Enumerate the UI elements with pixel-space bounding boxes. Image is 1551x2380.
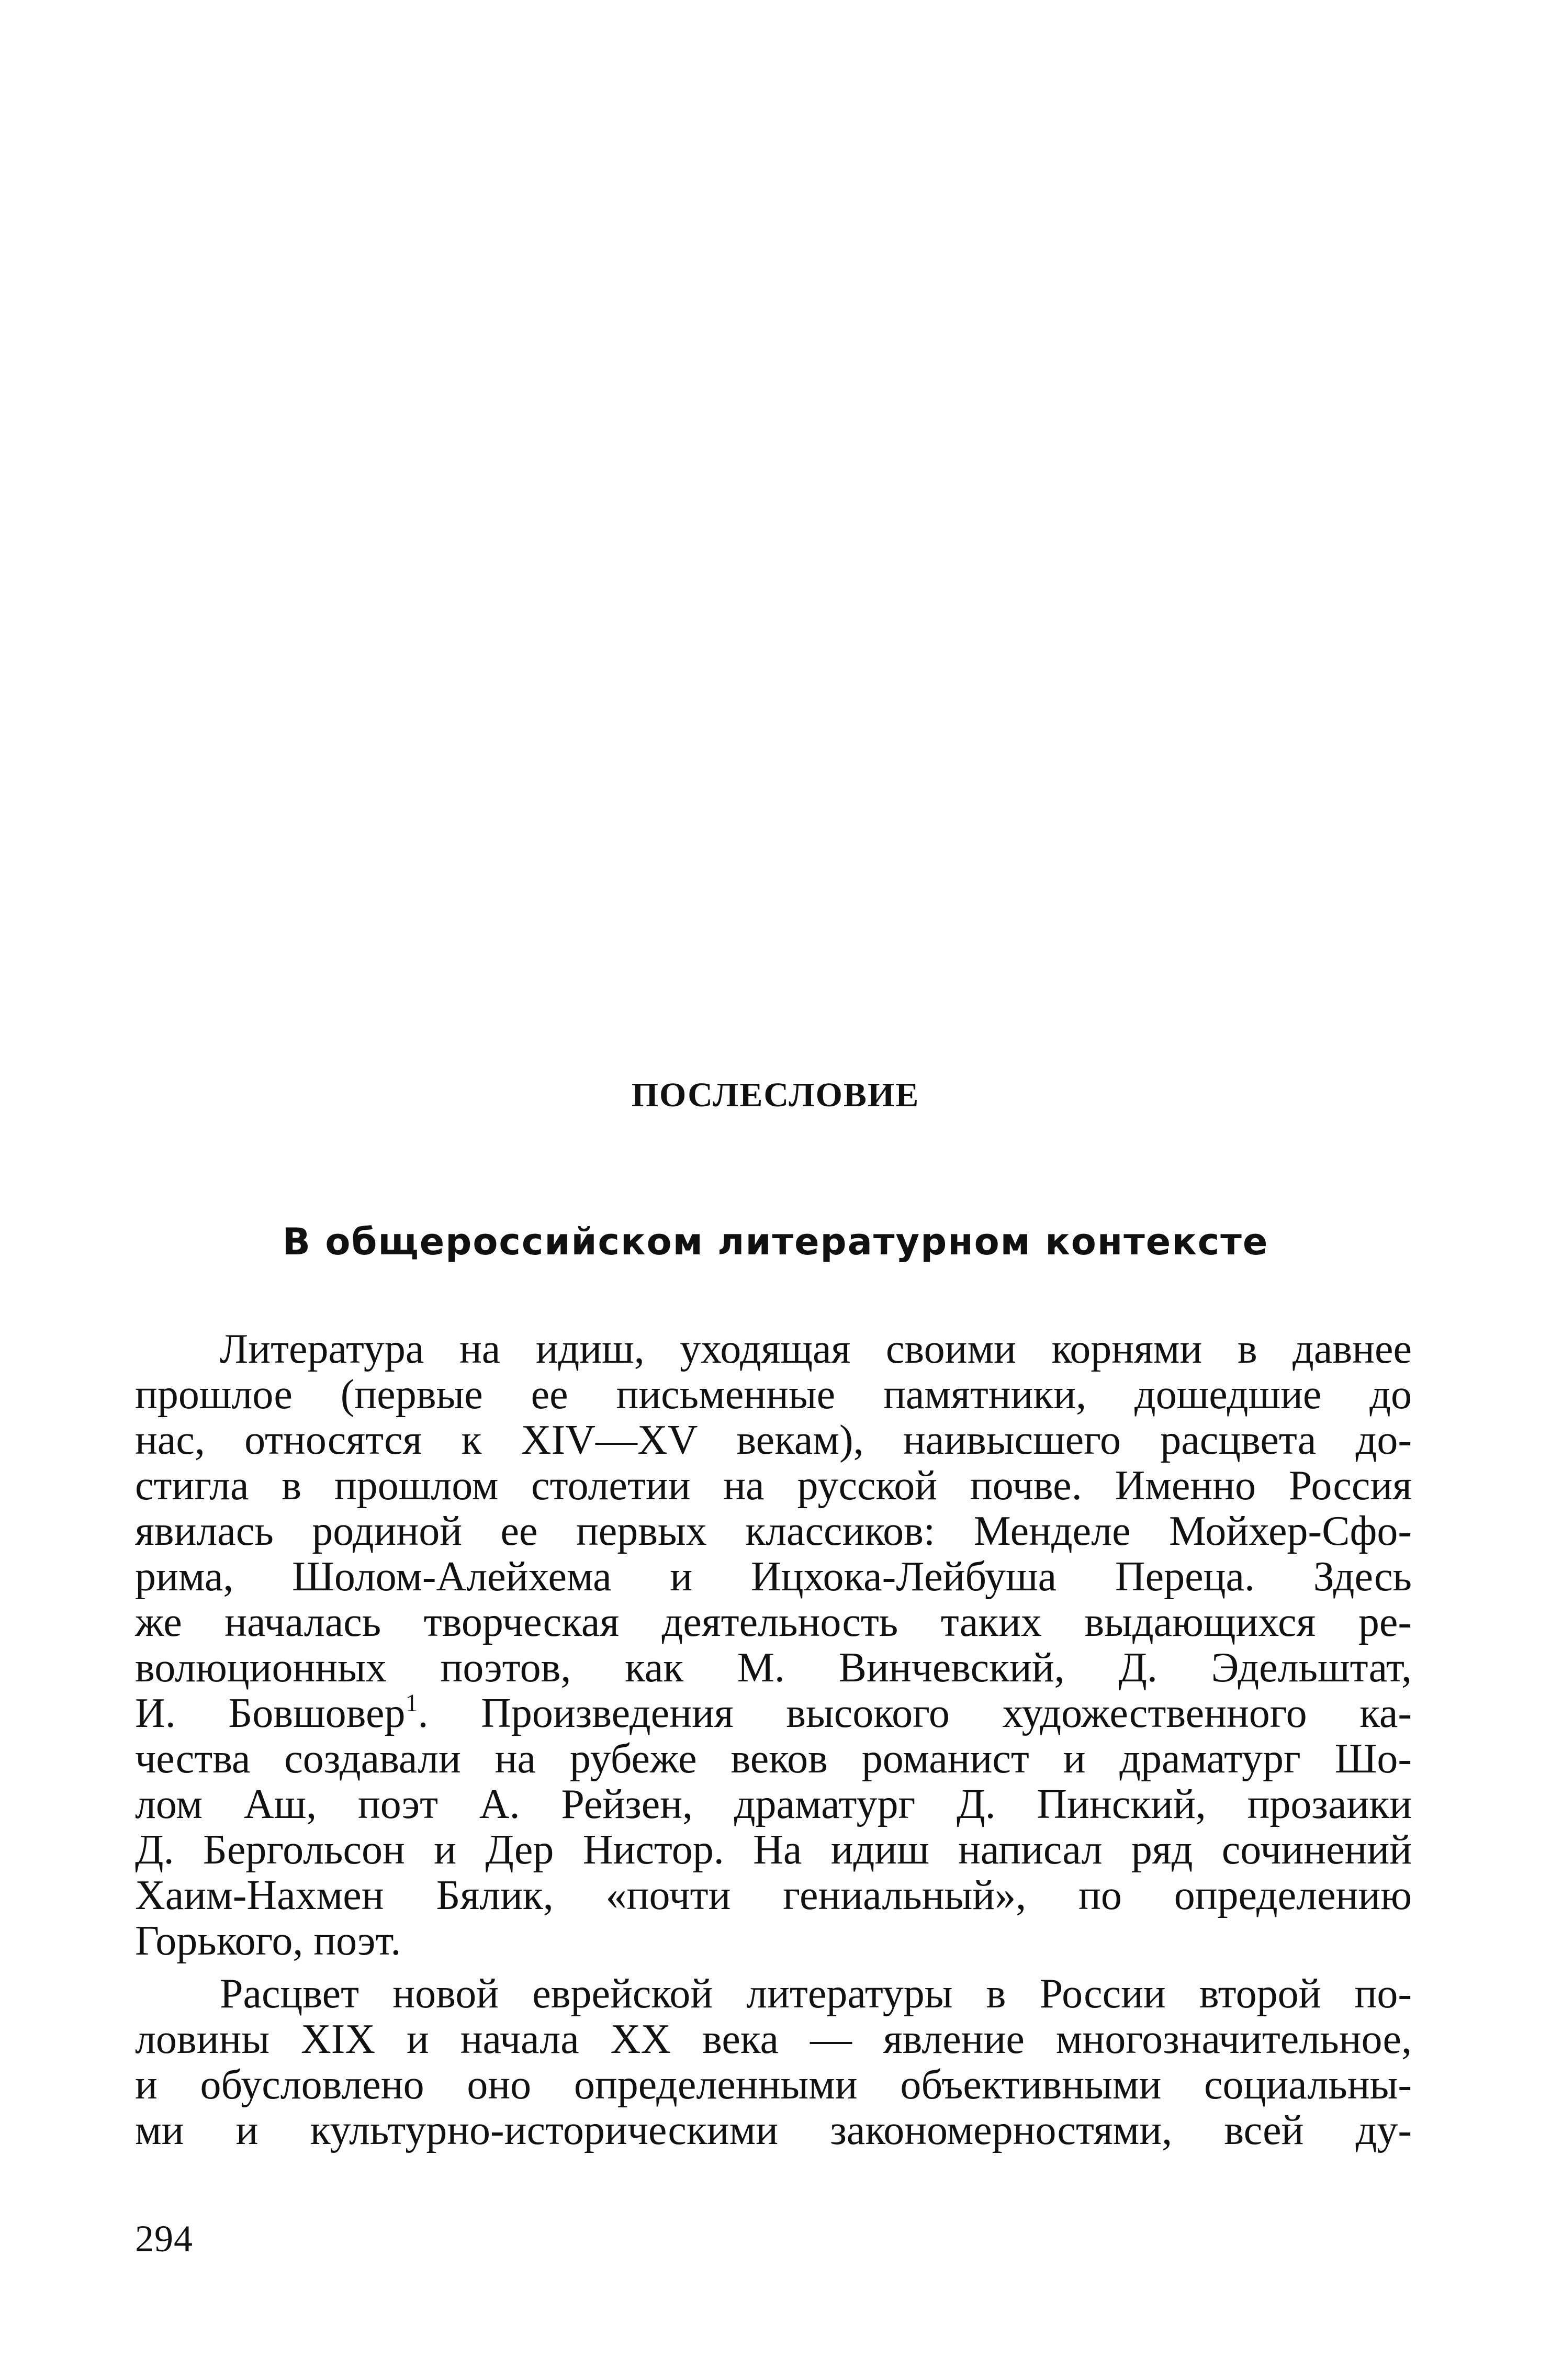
text-line: ми и культурно-историческими закономерностями, всей ду- (135, 2107, 1412, 2153)
text-line: ловины XIX и начала XX века — явление многозначительное, (135, 2016, 1412, 2062)
text-fragment: . Произведения высокого художественного ка- (418, 1690, 1412, 1736)
page-number: 294 (135, 2218, 193, 2260)
text-line: же началась творческая деятельность таких выдающихся ре- (135, 1599, 1412, 1645)
paragraph-1 (135, 1327, 1412, 1964)
chapter-title: В общероссийском литературном контексте (282, 1220, 1269, 1263)
section-title: ПОСЛЕСЛОВИЕ (631, 1076, 920, 1114)
text-line: Д. Бергольсон и Дер Нистор. На идиш написал ряд сочинений (135, 1827, 1412, 1873)
text-line: и обусловлено оно определенными объективными социальны- (135, 2062, 1412, 2108)
paragraph-2 (135, 1971, 1412, 2153)
text-line: явилась родиной ее первых классиков: Менделе Мойхер-Сфо- (135, 1508, 1412, 1554)
text-line: чества создавали на рубеже веков романист и драматург Шо- (135, 1736, 1412, 1782)
text-fragment: И. Бовшовер (135, 1690, 406, 1736)
text-line: Горького, поэт. (135, 1918, 401, 1964)
text-line: лом Аш, поэт А. Рейзен, драматург Д. Пинский, прозаики (135, 1781, 1412, 1827)
text-line: нас, относятся к XIV—XV векам), наивысшего расцвета до- (135, 1417, 1412, 1463)
text-line: рима, Шолом-Алейхема и Ицхока-Лейбуша Переца. Здесь (135, 1554, 1412, 1600)
text-line-with-footnote (135, 1691, 1412, 1736)
text-line: прошлое (первые ее письменные памятники, дошедшие до (135, 1372, 1412, 1418)
text-line: Расцвет новой еврейской литературы в России второй по- (220, 1971, 1412, 2017)
text-line: волюционных поэтов, как М. Винчевский, Д. Эдельштат, (135, 1645, 1412, 1691)
text-line: стигла в прошлом столетии на русской почве. Именно Россия (135, 1463, 1412, 1509)
footnote-marker[interactable]: 1 (405, 1689, 418, 1717)
text-line: Хаим-Нахмен Бялик, «почти гениальный», по определению (135, 1872, 1412, 1918)
text-line: Литература на идиш, уходящая своими корнями в давнее (220, 1326, 1412, 1372)
body-text (135, 1327, 1412, 2153)
